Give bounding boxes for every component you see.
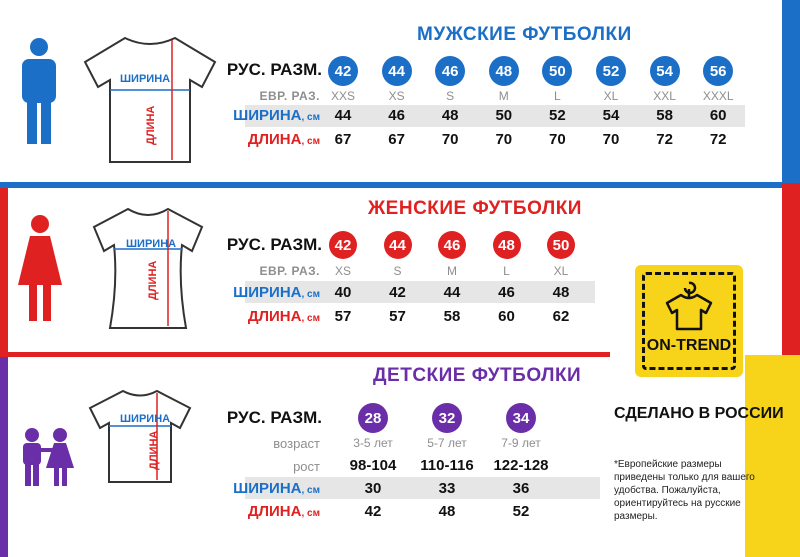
men-width-cell: 54 [602,107,620,124]
women-label-eur: ЕВР. РАЗ. [259,264,320,278]
kids-label-length: ДЛИНА, см [247,503,320,520]
women-size-circle: 42 [329,231,357,259]
kids-size-circle: 28 [358,403,388,433]
divider-women [0,352,610,357]
kids-figure-icon [14,428,78,486]
women-eur-cell: S [393,264,402,278]
women-length-cell: 57 [389,308,406,325]
men-title: МУЖСКИЕ ФУТБОЛКИ [417,24,632,45]
flag-bar-blue [782,0,800,183]
kids-size-circle: 34 [506,403,536,433]
men-width-cell: 60 [709,107,727,124]
women-size-circle: 44 [384,231,412,259]
left-bar-purple [0,355,8,557]
women-length-cell: 60 [498,308,515,325]
men-size-circle: 54 [650,56,680,86]
women-eur-cell: M [447,264,457,278]
men-eur-cell: XL [603,89,619,103]
men-width-cell: 58 [656,107,673,124]
men-size-circle: 50 [542,56,572,86]
kids-age-cell: 7-9 лет [501,436,541,450]
kids-shirt-width-label: ШИРИНА [120,413,171,425]
women-width-cell: 40 [334,284,352,301]
men-tshirt-icon [80,32,220,167]
men-eur-cell: L [554,89,561,103]
men-shirt-width-label: ШИРИНА [120,73,171,85]
men-label-rus: РУС. РАЗМ. [226,60,322,79]
men-label-length: ДЛИНА, см [247,131,320,148]
men-shirt-length-label: ДЛИНА [145,105,157,145]
women-label-width: ШИРИНА, см [233,284,320,301]
size-note: *Европейские размеры приведены только для вашего удобства. Пожалуйста, ориентируйтесь на русские размеры. [614,459,755,522]
kids-length-cell: 48 [438,503,456,520]
men-length-cell: 70 [495,131,513,148]
women-eur-cell: XS [334,264,351,278]
men-eur-cell: XXL [653,89,676,103]
kids-length-cell: 52 [512,503,530,520]
women-width-cell: 46 [498,284,515,301]
women-width-cell: 44 [443,284,461,301]
men-eur-cell: XS [388,89,405,103]
men-eur-cell: M [498,89,509,103]
men-length-cell: 72 [709,131,727,148]
women-size-circle: 48 [493,231,521,259]
on-trend-badge [635,265,743,377]
women-size-circle: 50 [547,231,575,259]
kids-label-height: рост [293,459,320,474]
kids-tshirt-icon [85,386,195,486]
men-width-cell: 46 [388,107,405,124]
kids-label-age: возраст [273,436,320,451]
women-title: ЖЕНСКИЕ ФУТБОЛКИ [368,198,582,219]
women-label-length: ДЛИНА, см [247,308,320,325]
flag-bar-red [782,183,800,355]
kids-size-circle: 32 [432,403,462,433]
men-length-cell: 70 [441,131,459,148]
hanger-shirt-icon [663,279,715,331]
women-shirt-width-label: ШИРИНА [126,238,177,250]
men-length-cell: 67 [334,131,352,148]
kids-label-rus: РУС. РАЗМ. [226,408,322,427]
kids-label-width: ШИРИНА, см [233,480,320,497]
kids-age-cell: 5-7 лет [427,436,467,450]
women-length-cell: 62 [552,308,570,325]
women-width-cell: 42 [389,284,406,301]
kids-height-cell: 110-116 [420,457,474,474]
men-size-circle: 52 [596,56,626,86]
kids-width-cell: 30 [364,480,382,497]
kids-title: ДЕТСКИЕ ФУТБОЛКИ [373,365,582,386]
men-eur-cell: XXS [330,89,355,103]
kids-age-cell: 3-5 лет [353,436,393,450]
men-width-cell: 44 [334,107,352,124]
men-length-cell: 70 [602,131,620,148]
men-length-cell: 70 [549,131,566,148]
women-length-cell: 57 [334,308,352,325]
men-size-circle: 44 [382,56,412,86]
women-length-cell: 58 [443,308,461,325]
women-eur-cell: L [503,264,510,278]
men-label-eur: ЕВР. РАЗ. [259,89,320,103]
women-eur-cell: XL [553,264,569,278]
men-width-cell: 50 [495,107,513,124]
men-size-circle: 48 [489,56,519,86]
women-width-cell: 48 [552,284,570,301]
men-eur-cell: S [446,89,455,103]
kids-length-cell: 42 [364,503,382,520]
women-size-circle: 46 [438,231,466,259]
men-size-circle: 42 [328,56,358,86]
kids-height-cell: 122-128 [493,457,549,474]
flag-bar-yellow [745,355,800,557]
women-shirt-length-label: ДЛИНА [147,260,159,300]
men-label-width: ШИРИНА, см [233,107,320,124]
men-size-circle: 56 [703,56,733,86]
kids-width-cell: 33 [438,480,456,497]
on-trend-text: ON-TREND [646,337,732,354]
kids-width-cell: 36 [512,480,530,497]
men-length-cell: 72 [656,131,673,148]
kids-height-cell: 98-104 [349,457,397,474]
men-length-cell: 67 [388,131,405,148]
man-figure-icon [16,38,62,144]
divider-men [0,182,782,188]
men-size-circle: 46 [435,56,465,86]
made-in-russia: СДЕЛАНО В РОССИИ [614,405,784,422]
kids-shirt-length-label: ДЛИНА [148,430,160,470]
woman-figure-icon [16,215,64,321]
men-eur-cell: XXXL [702,89,734,103]
women-label-rus: РУС. РАЗМ. [226,235,322,254]
men-width-cell: 52 [549,107,566,124]
left-bar-red [0,183,8,355]
men-width-cell: 48 [441,107,459,124]
